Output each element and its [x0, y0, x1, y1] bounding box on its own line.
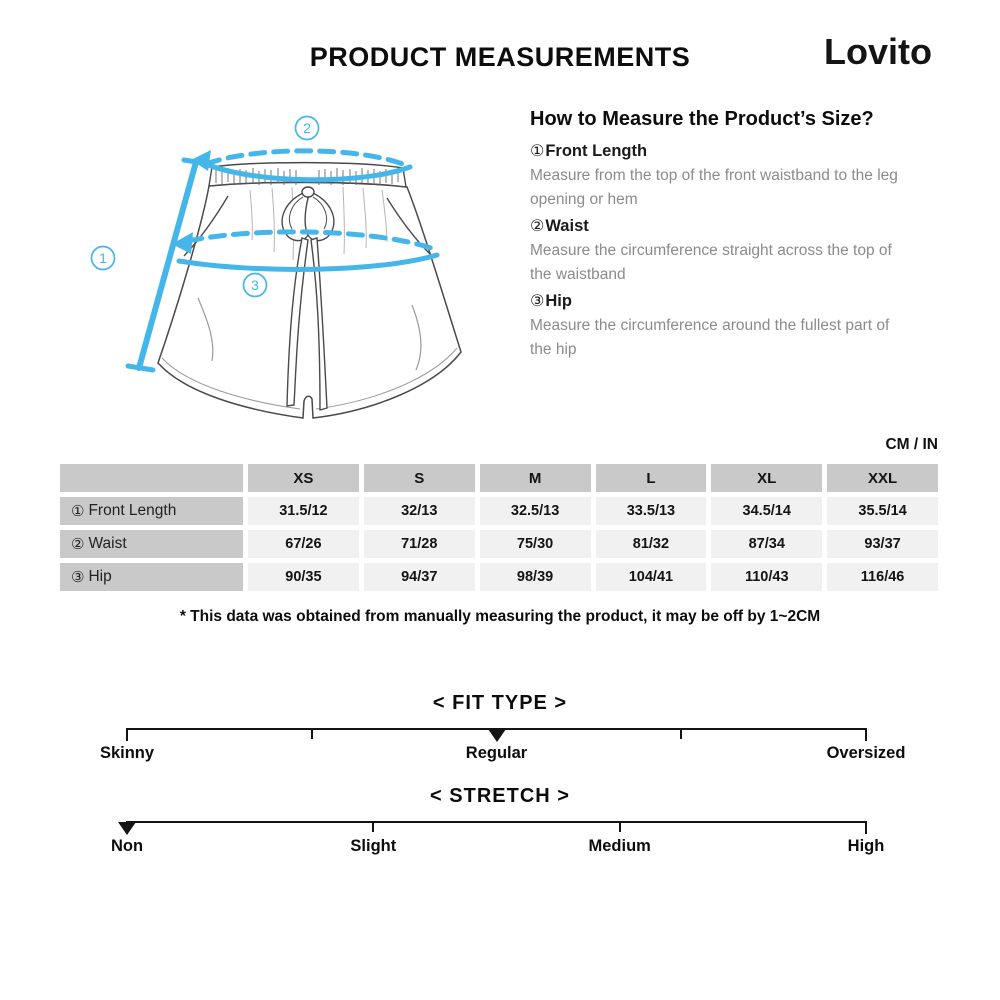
diagram-marker-3: 3	[251, 277, 259, 293]
col-header-xxl: XXL	[827, 464, 938, 492]
fit-label-regular: Regular	[465, 744, 528, 762]
stretch-label-medium: Medium	[588, 837, 651, 855]
table-value: 34.5/14	[711, 497, 822, 525]
stretch-tick-67	[619, 821, 621, 832]
fit-type-title: < FIT TYPE >	[432, 692, 568, 714]
circled-1-glyph: ①	[71, 502, 85, 520]
unit-label: CM / IN	[885, 436, 938, 453]
table-value: 94/37	[364, 563, 475, 591]
col-header-xl: XL	[711, 464, 822, 492]
stretch-label-slight: Slight	[350, 837, 397, 855]
size-table	[60, 464, 938, 591]
table-value: 104/41	[596, 563, 707, 591]
measurement-disclaimer: * This data was obtained from manually measuring the product, it may be off by 1~2CM	[179, 608, 821, 625]
measure-item-waist	[530, 216, 950, 286]
diagram-marker-1: 1	[99, 250, 107, 266]
circled-1-glyph: ①	[530, 141, 545, 160]
stretch-label-high: High	[847, 837, 885, 855]
measure-item-description: Measure the circumference around the fullest part of the hip	[530, 317, 890, 358]
measure-item-label	[530, 291, 950, 311]
circled-2-glyph: ②	[530, 216, 545, 236]
fit-label-skinny: Skinny	[99, 744, 155, 762]
stretch-labels	[110, 837, 885, 857]
table-value: 110/43	[711, 563, 822, 591]
measure-item-label	[530, 216, 950, 236]
measure-item-label	[530, 141, 950, 161]
table-value: 67/26	[248, 530, 359, 558]
table-value: 87/34	[711, 530, 822, 558]
fit-label-oversized: Oversized	[826, 744, 906, 762]
measure-item-description: Measure from the top of the front waistband to the leg opening or hem	[530, 167, 898, 208]
table-value: 71/28	[364, 530, 475, 558]
measure-item-description: Measure the circumference straight across the top of the waistband	[530, 242, 892, 283]
table-value: 93/37	[827, 530, 938, 558]
table-value: 35.5/14	[827, 497, 938, 525]
fit-tick-75	[680, 728, 682, 739]
row-header-waist	[60, 530, 243, 558]
table-value: 75/30	[480, 530, 591, 558]
shorts-illustration	[60, 100, 520, 440]
circled-3-glyph: ③	[71, 568, 85, 586]
table-value: 98/39	[480, 563, 591, 591]
diagram-marker-2: 2	[303, 120, 311, 136]
table-value: 32.5/13	[480, 497, 591, 525]
row-label: Hip	[88, 568, 112, 585]
fit-type-scale	[127, 728, 866, 730]
circled-3-glyph: ③	[530, 291, 545, 311]
fit-tick-start	[126, 728, 128, 741]
row-label: Waist	[88, 535, 127, 552]
front-length-cap-bottom	[128, 366, 153, 370]
stretch-scale	[127, 821, 866, 823]
how-to-title: How to Measure the Product’s Size?	[530, 108, 874, 130]
brand-logo: Lovito	[824, 31, 932, 72]
page-title: PRODUCT MEASUREMENTS	[309, 42, 691, 72]
stretch-tick-33	[372, 821, 374, 832]
table-value: 116/46	[827, 563, 938, 591]
table-value: 32/13	[364, 497, 475, 525]
stretch-title: < STRETCH >	[430, 785, 570, 807]
shorts-diagram	[60, 100, 520, 440]
fit-tick-25	[311, 728, 313, 739]
measure-item-name: Waist	[545, 217, 589, 236]
table-value: 31.5/12	[248, 497, 359, 525]
how-to-measure-section	[530, 108, 950, 365]
col-header-l: L	[596, 464, 707, 492]
col-header-xs: XS	[248, 464, 359, 492]
measure-item-name: Front Length	[545, 142, 648, 160]
circled-2-glyph: ②	[71, 535, 85, 553]
measure-item-front-length	[530, 141, 950, 211]
table-value: 90/35	[248, 563, 359, 591]
table-value: 33.5/13	[596, 497, 707, 525]
stretch-tick-end	[865, 821, 867, 834]
measure-item-name: Hip	[545, 292, 572, 311]
row-header-hip	[60, 563, 243, 591]
row-label: Front Length	[88, 502, 177, 519]
stretch-marker	[118, 822, 136, 835]
measure-item-hip	[530, 291, 950, 361]
stretch-label-non: Non	[110, 837, 144, 855]
fit-type-marker	[488, 729, 506, 742]
col-header-m: M	[480, 464, 591, 492]
row-header-front-length	[60, 497, 243, 525]
col-header-s: S	[364, 464, 475, 492]
fit-type-labels	[99, 744, 906, 764]
fit-tick-end	[865, 728, 867, 741]
table-value: 81/32	[596, 530, 707, 558]
table-corner-cell	[60, 464, 243, 492]
